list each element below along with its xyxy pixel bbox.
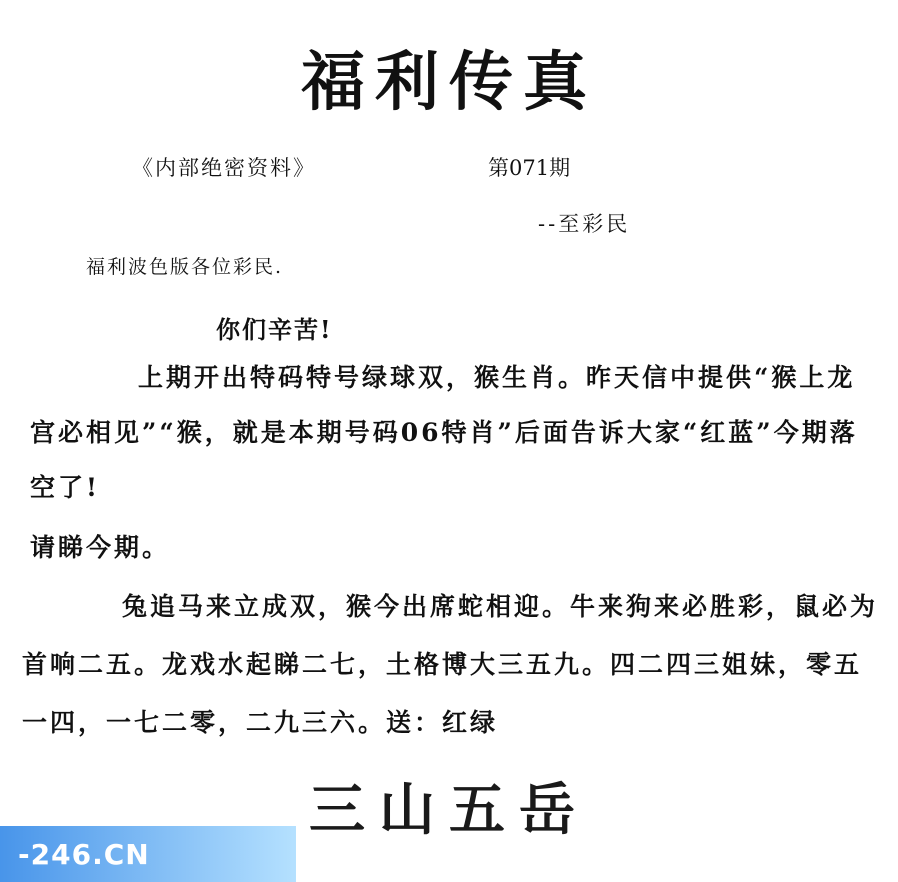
document-title: 福利传真 bbox=[301, 45, 597, 120]
issue-number: 第071期 bbox=[488, 156, 571, 180]
salutation: 福利波色版各位彩民. bbox=[86, 256, 284, 278]
paragraph-previous-result: 上期开出特码特号绿球双，猴生肖。昨天信中提供“猴上龙宫必相见”“猴，就是本期号码06特肖”后面告诉大家“红蓝”今期落空了! bbox=[30, 363, 858, 502]
watermark-site-text: -246.CN bbox=[18, 838, 150, 871]
prediction-poem: 兔追马来立成双，猴今出席蛇相迎。牛来狗来必胜彩，鼠必为首响二五。龙戏水起睇二七，土格博大三五九。四二四三姐妹，零五一四，一七二零，二九三六。送：红绿 bbox=[22, 592, 879, 737]
greeting: 你们辛苦! bbox=[216, 315, 333, 344]
paragraph-this-issue: 请睇今期。 bbox=[30, 533, 171, 562]
document-subtitle: 《内部绝密资料》 bbox=[132, 156, 316, 180]
signature-line: --至彩民 bbox=[538, 212, 631, 236]
footer-title: 三山五岳 bbox=[309, 777, 589, 843]
